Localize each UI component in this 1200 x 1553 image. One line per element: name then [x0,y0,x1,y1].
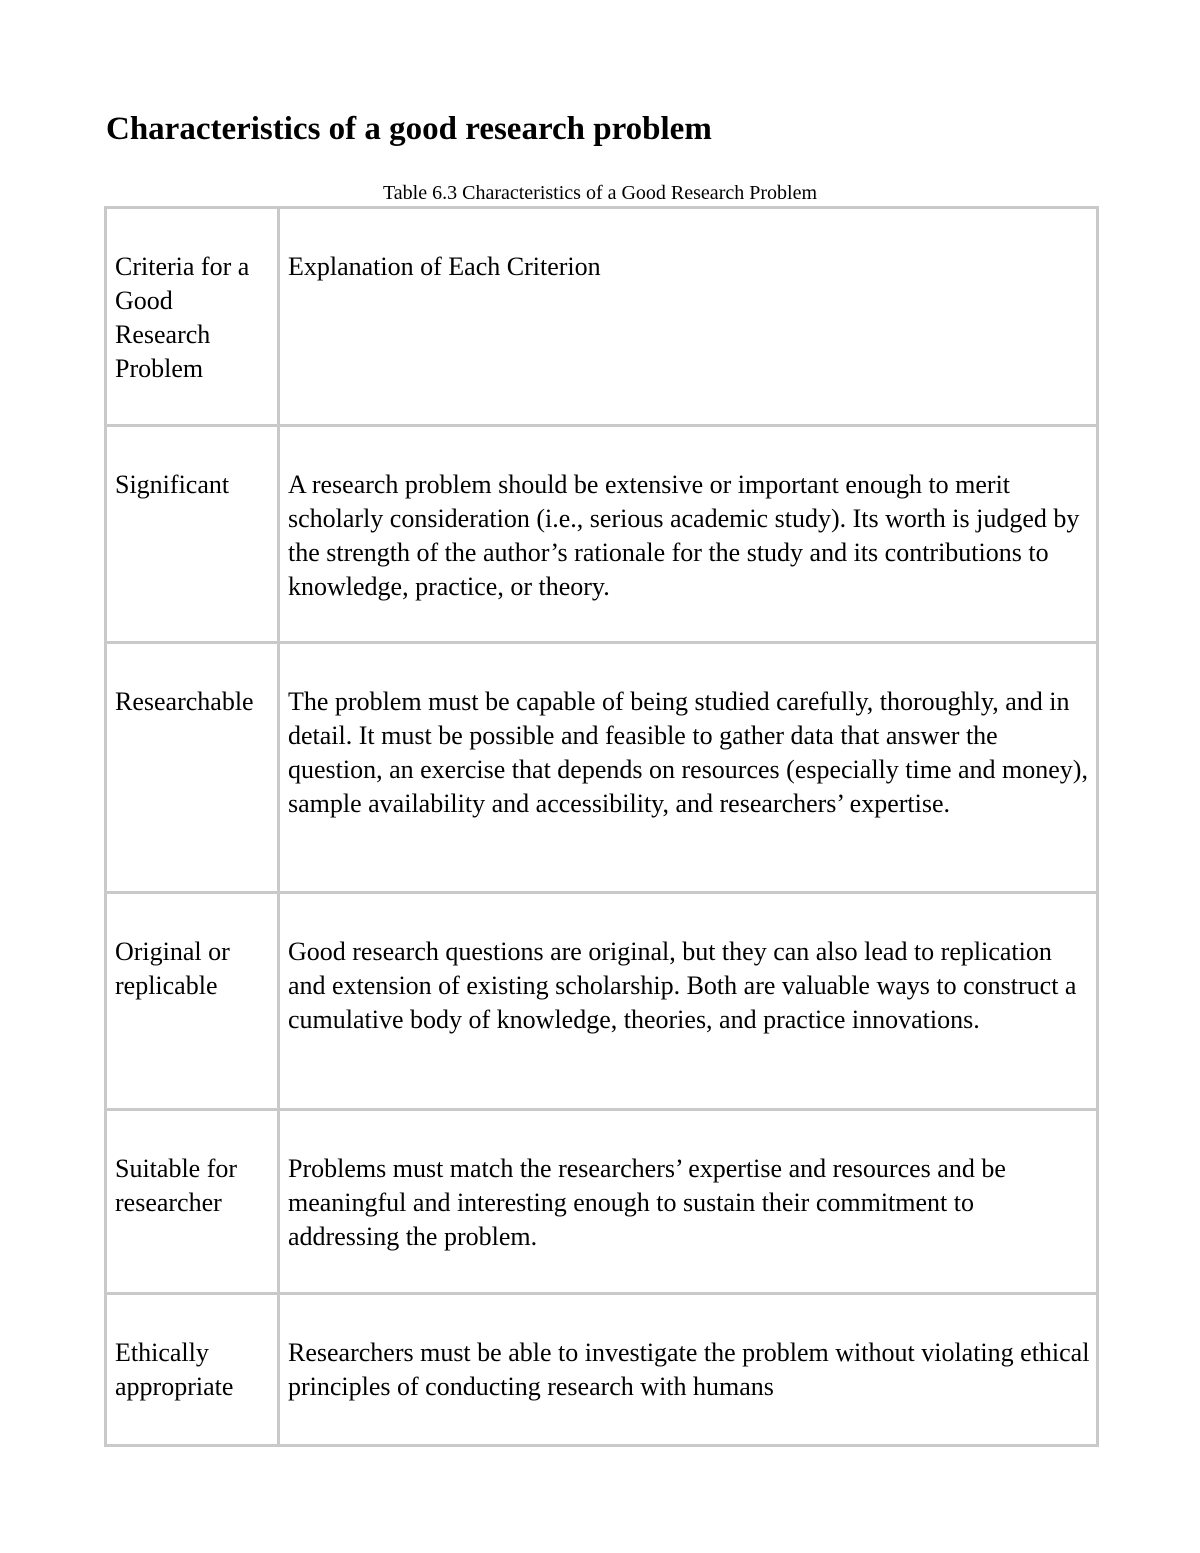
table-row [106,1294,1098,1446]
table-row [106,426,1098,643]
explanation-cell: A research problem should be extensive or important enough to merit scholarly consideration (i.e., serious academic study). Its worth is judged by the strength of the author’s rationale for the study and its contributions to knowledge, practice, or theory. [279,426,1098,643]
page-heading: Characteristics of a good research problem [106,111,712,147]
criterion-cell: Significant [106,426,279,643]
header-explanation-cell: Explanation of Each Criterion [279,208,1098,426]
table-row [106,1110,1098,1294]
explanation-cell: Researchers must be able to investigate the problem without violating ethical principles of conducting research with humans [279,1294,1098,1446]
table-header-row [106,208,1098,426]
explanation-cell: The problem must be capable of being studied carefully, thoroughly, and in detail. It must be possible and feasible to gather data that answer the question, an exercise that depends on resources (especially time and money), sample availability and accessibility, and researchers’ expertise. [279,643,1098,893]
explanation-cell: Good research questions are original, but they can also lead to replication and extension of existing scholarship. Both are valuable ways to construct a cumulative body of knowledge, theories, and practice innovations. [279,893,1098,1110]
criteria-table [104,206,1099,1447]
criterion-cell: Ethically appropriate [106,1294,279,1446]
criterion-cell: Researchable [106,643,279,893]
criterion-cell: Original or replicable [106,893,279,1110]
criterion-cell: Suitable for researcher [106,1110,279,1294]
table-caption: Table 6.3 Characteristics of a Good Research Problem [382,182,817,204]
table-row [106,893,1098,1110]
explanation-cell: Problems must match the researchers’ expertise and resources and be meaningful and interesting enough to sustain their commitment to addressing the problem. [279,1110,1098,1294]
table-row [106,643,1098,893]
header-criteria-cell: Criteria for a Good Research Problem [106,208,279,426]
